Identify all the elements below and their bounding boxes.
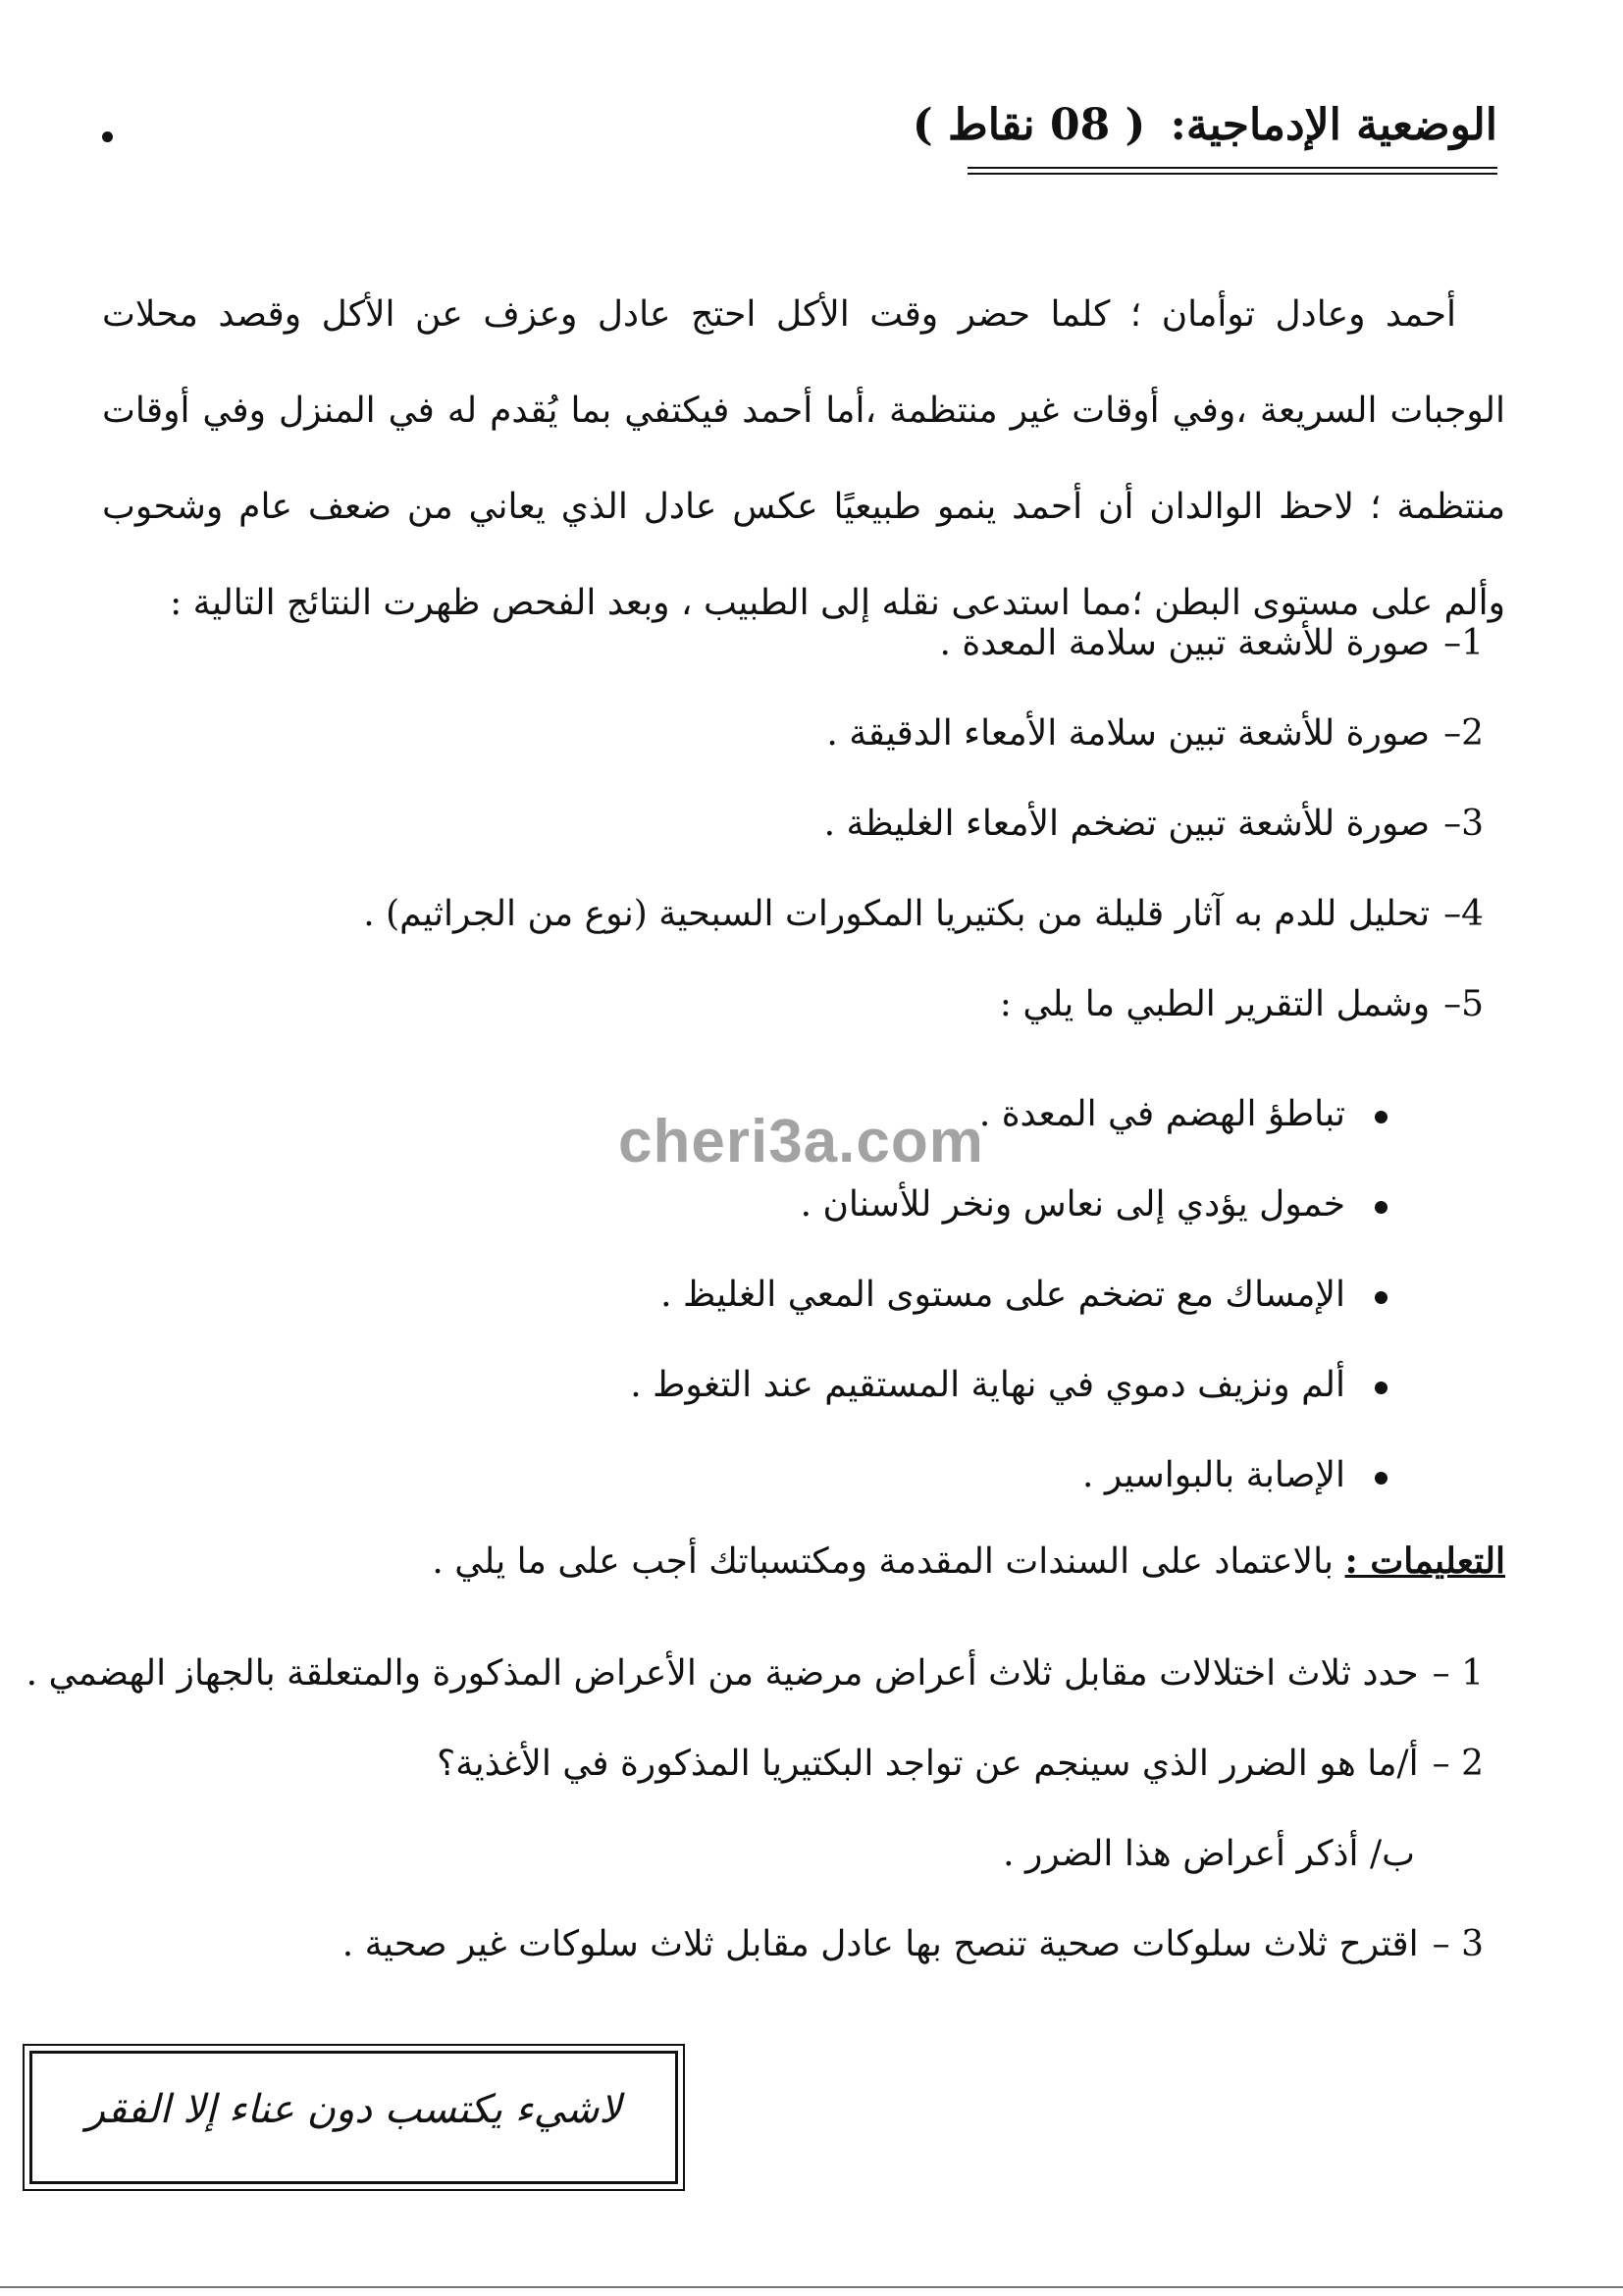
result-number: 1– — [1443, 623, 1484, 663]
result-item — [149, 689, 1484, 779]
instructions-title: التعليمات : — [1344, 1540, 1505, 1582]
instructions-line — [112, 1540, 1505, 1582]
result-item — [149, 599, 1484, 689]
result-item — [149, 779, 1484, 869]
watermark: cheri3a.com — [618, 1108, 984, 1175]
question-item — [26, 1629, 1484, 1719]
result-number: 4– — [1443, 894, 1484, 934]
question-text: اقترح ثلاث سلوكات صحية تنصح بها عادل مقابل ثلاث سلوكات غير صحية . — [341, 1924, 1419, 1964]
symptom-text: ألم ونزيف دموي في نهاية المستقيم عند التغوط . — [630, 1365, 1345, 1405]
bullet-icon — [1375, 1111, 1387, 1123]
instructions-text: بالاعتماد على السندات المقدمة ومكتسباتك أجب على ما يلي . — [432, 1541, 1335, 1582]
result-text: صورة للأشعة تبين سلامة المعدة . — [939, 623, 1431, 663]
symptom-item — [210, 1250, 1387, 1340]
result-text: صورة للأشعة تبين تضخم الأمعاء الغليظة . — [823, 804, 1431, 844]
result-number: 3– — [1443, 804, 1484, 844]
bullet-icon — [1375, 1382, 1387, 1394]
corner-dot — [102, 131, 113, 142]
question-item — [80, 1719, 1484, 1809]
section-title: الوضعية الإدماجية: — [1170, 100, 1497, 150]
question-text: أ/ما هو الضرر الذي سينجم عن تواجد البكتيريا المذكورة في الأغذية؟ — [437, 1744, 1419, 1784]
situation-paragraph: أحمد وعادل توأمان ؛ كلما حضر وقت الأكل احتج عادل وعزف عن الأكل وقصد محلات الوجبات السريعة ،وفي أوقات غير منتظمة ،أما أحمد فيكتفي بما يُقدم له في المنزل وفي أوقات منتظمة ؛ لاحظ الوالدان أن أحمد ينمو طبيعيًا عكس عادل الذي يعاني من ضعف عام وشحوب وألم على مستوى البطن ؛مما استدعى نقله إلى الطبيب ، وبعد الفحص ظهرت النتائج التالية : — [102, 294, 1505, 623]
question-number: 1 – — [1432, 1653, 1484, 1694]
result-text: تحليل للدم به آثار قليلة من بكتيريا المكورات السبحية (نوع من الجراثيم) . — [363, 894, 1431, 934]
question-item — [80, 1900, 1484, 1990]
question-number: 3 – — [1432, 1924, 1484, 1964]
result-text: صورة للأشعة تبين سلامة الأمعاء الدقيقة . — [826, 713, 1431, 754]
question-text: حدد ثلاث اختلالات مقابل ثلاث أعراض مرضية من الأعراض المذكورة والمتعلقة بالجهاز الهضمي . — [26, 1653, 1419, 1694]
quote-box — [29, 2051, 678, 2184]
header-double-underline — [968, 167, 1497, 175]
bullet-icon — [1375, 1291, 1387, 1304]
symptom-text: الإمساك مع تضخم على مستوى المعي الغليظ . — [660, 1275, 1345, 1315]
bullet-icon — [1375, 1201, 1387, 1214]
symptom-item — [210, 1431, 1387, 1521]
result-item — [149, 869, 1484, 960]
symptom-text: الإصابة بالبواسير . — [1081, 1455, 1345, 1495]
symptom-text: خمول يؤدي إلى نعاس ونخر للأسنان . — [800, 1184, 1345, 1225]
result-text: وشمل التقرير الطبي ما يلي : — [999, 984, 1431, 1024]
exam-results-list — [149, 599, 1484, 1050]
bullet-icon — [1375, 1472, 1387, 1485]
points-label: ( 08 نقاط ) — [912, 100, 1146, 150]
result-number: 2– — [1443, 713, 1484, 754]
symptom-item — [210, 1340, 1387, 1431]
question-text: ب/ أذكر أعراض هذا الضرر . — [1003, 1834, 1415, 1874]
section-header — [912, 100, 1497, 150]
question-number: 2 – — [1432, 1744, 1484, 1784]
result-number: 5– — [1443, 984, 1484, 1024]
proverb-quote: لاشيء يكتسب دون عناء إلا الفقر — [85, 2087, 622, 2132]
result-item — [149, 960, 1484, 1050]
bottom-border — [0, 2286, 1623, 2288]
questions-list — [26, 1629, 1484, 1990]
symptom-text: تباطؤ الهضم في المعدة . — [978, 1094, 1345, 1134]
question-item — [80, 1809, 1484, 1900]
